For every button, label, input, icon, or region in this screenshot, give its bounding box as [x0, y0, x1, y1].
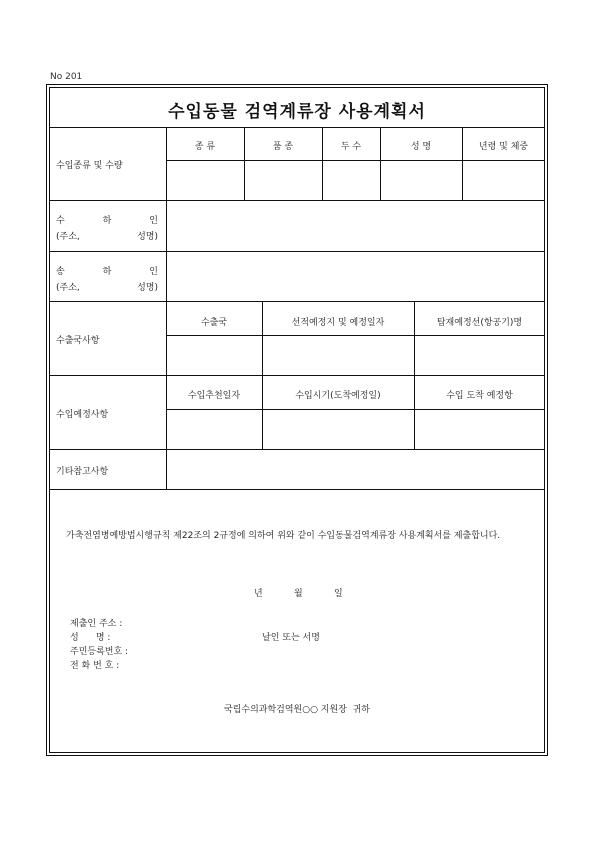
page-title: 수입동물 검역계류장 사용계획서: [168, 102, 426, 122]
divider: [166, 127, 167, 489]
divider: [49, 489, 545, 490]
header-vessel-name: 탑재예정선(항공기)명: [436, 318, 523, 328]
header-name: 성 명: [410, 142, 432, 152]
divider: [49, 375, 545, 376]
form-number: No 201: [50, 72, 83, 82]
header-breed: 품 종: [272, 142, 294, 152]
consignee-label: [56, 213, 158, 226]
consignor-sublabel: [56, 280, 158, 293]
consignor-sublabel-part: 성명): [137, 283, 158, 293]
header-shipping-place-date: 선적예정지 및 예정일자: [291, 318, 385, 328]
consignor-sublabel-part: (주소,: [56, 283, 80, 293]
consignee-sublabel: [56, 229, 158, 242]
divider: [322, 127, 323, 200]
divider: [49, 251, 545, 252]
divider: [462, 127, 463, 200]
consignor-label: [56, 264, 158, 277]
applicant-id-label: 주민등록번호 :: [70, 647, 129, 657]
header-import-arrival-date: 수입시기(도착예정일): [295, 391, 381, 401]
header-type: 종 류: [194, 142, 216, 152]
divider: [49, 301, 545, 302]
consignee-label-part: 하: [102, 216, 112, 226]
consignee-label-part: 수: [56, 216, 65, 226]
date-month: 월: [294, 589, 303, 599]
date-year: 년: [254, 589, 263, 599]
divider: [380, 127, 381, 200]
applicant-phone-label: 전 화 번 호 :: [70, 661, 120, 671]
consignee-sublabel-part: 성명): [137, 232, 158, 242]
seal-or-signature: 날인 또는 서명: [262, 633, 320, 643]
divider: [49, 127, 545, 128]
addressee: 국립수의과학검역원○○ 지원장 귀하: [223, 705, 370, 715]
divider: [166, 160, 545, 161]
divider: [49, 200, 545, 201]
header-export-country: 수출국: [200, 318, 228, 328]
header-age-weight: 년령 및 체중: [478, 142, 529, 152]
divider: [244, 127, 245, 200]
divider: [166, 409, 545, 410]
divider: [49, 449, 545, 450]
consignor-label-part: 하: [102, 267, 112, 277]
consignor-label-part: 송: [56, 267, 65, 277]
header-head-count: 두 수: [340, 142, 362, 152]
other-notes-label: 기타참고사항: [56, 467, 109, 477]
applicant-name-label: 성 명 :: [70, 633, 111, 643]
header-arrival-port: 수입 도착 예정항: [446, 391, 513, 401]
date-day: 일: [334, 589, 343, 599]
consignee-label-part: 인: [149, 216, 158, 226]
header-import-recommend-date: 수입추천일자: [187, 391, 241, 401]
divider: [166, 335, 545, 336]
export-label: 수출국사항: [56, 336, 100, 346]
import-label: 수입예정사항: [56, 410, 109, 420]
statement-text: 가축전염병예방법시행규칙 제22조의 2규정에 의하여 위와 같이 수입동물검역계류장 사용계획서를 제출합니다.: [66, 531, 501, 541]
animals-label: 수입종류 및 수량: [56, 161, 123, 171]
consignor-label-part: 인: [149, 267, 158, 277]
consignee-sublabel-part: (주소,: [56, 232, 80, 242]
applicant-address-label: 제출인 주소 :: [70, 619, 123, 629]
